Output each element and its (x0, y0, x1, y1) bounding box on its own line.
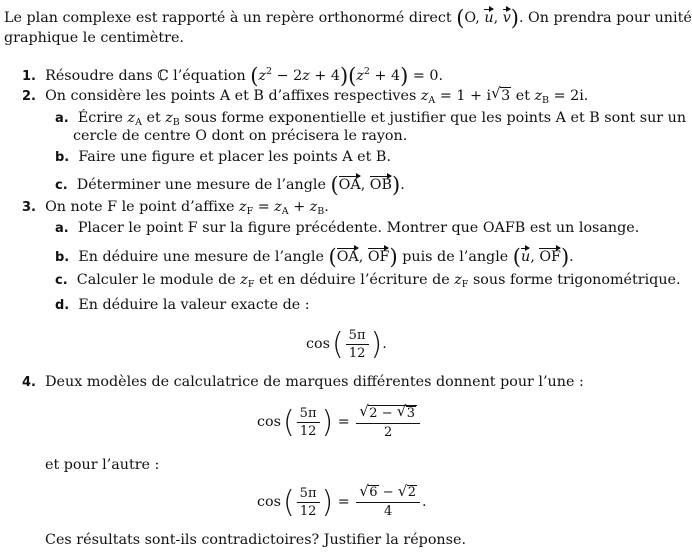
vector-OB: OB (369, 177, 393, 193)
question-1-text: Résoudre dans ℂ l’équation (45, 68, 246, 84)
question-3-number: 3. (22, 200, 36, 215)
intro-line-1: Le plan complexe est rapporté à un repère orthonormé direct (O, u, v). On prendra pour unité (4, 6, 692, 30)
question-1: 1. Résoudre dans ℂ l’équation $(z^2 - 2z + 4)(z^2 + 4) = 0$. (22, 64, 444, 88)
question-2a: a. Écrire $z_A$ et $z_B$ sous forme exponentielle et justifier que les points A et B sont sur un (55, 110, 687, 128)
question-4: 4. Deux modèles de calculatrice de marques différentes donnent pour l’une : (22, 374, 584, 390)
vector-OA: OA (338, 177, 361, 193)
question-2c: c. Déterminer une mesure de l’angle (OA, OB). (55, 173, 405, 197)
intro-line-2: graphique le centimètre. (4, 30, 184, 46)
formula-cos-5pi-12: cos ( $\frac{5\pi}{12}$ ) . (306, 327, 387, 362)
formula-calculator-1: cos ( $\frac{5\pi}{12}$ ) = √ 2 − √ 3 2 (257, 404, 422, 442)
question-2-number: 2. (22, 89, 36, 104)
formula-calculator-2: cos ( $\frac{5\pi}{12}$ ) = √ 6 − √ 2 4 . (257, 482, 427, 520)
question-1-eq-end: = 0. (412, 68, 444, 84)
intro-text-b: . On prendra pour unité (518, 10, 692, 26)
question-2: 2. On considère les points A et B d’affixes respectives $z_A = 1 + i$ √ 3 et $z_B = 2i$. (22, 84, 589, 106)
question-2a-line-2: cercle de centre O dont on précisera le rayon. (73, 128, 408, 144)
vector-v: v (502, 10, 511, 26)
question-3: 3. On note F le point d’affixe $z_F = z_A + z_B$. (22, 199, 329, 217)
question-2-text: On considère les points A et B d’affixes respectives (45, 88, 417, 104)
question-4-other: et pour l’autre : (45, 457, 160, 473)
vector-u: u (484, 10, 494, 26)
question-4-number: 4. (22, 375, 36, 390)
question-4-final: Ces résultats sont-ils contradictoires? Justifier la réponse. (45, 532, 466, 548)
question-2b: b. Faire une figure et placer les points A et B. (55, 149, 391, 165)
origin-O: O (464, 10, 476, 26)
question-3c: c. Calculer le module de $z_F$ et en déduire l’écriture de $z_F$ sous forme trigonométrique. (55, 272, 681, 290)
question-3d: d. En déduire la valeur exacte de : (55, 297, 310, 313)
question-1-number: 1. (22, 69, 36, 84)
question-3a: a. Placer le point F sur la figure précédente. Montrer que OAFB est un losange. (55, 220, 640, 236)
intro-text-a: Le plan complexe est rapporté à un repère orthonormé direct (4, 10, 452, 26)
question-3b: b. En déduire une mesure de l’angle (OA, OF) puis de l’angle (u, OF). (55, 245, 574, 269)
